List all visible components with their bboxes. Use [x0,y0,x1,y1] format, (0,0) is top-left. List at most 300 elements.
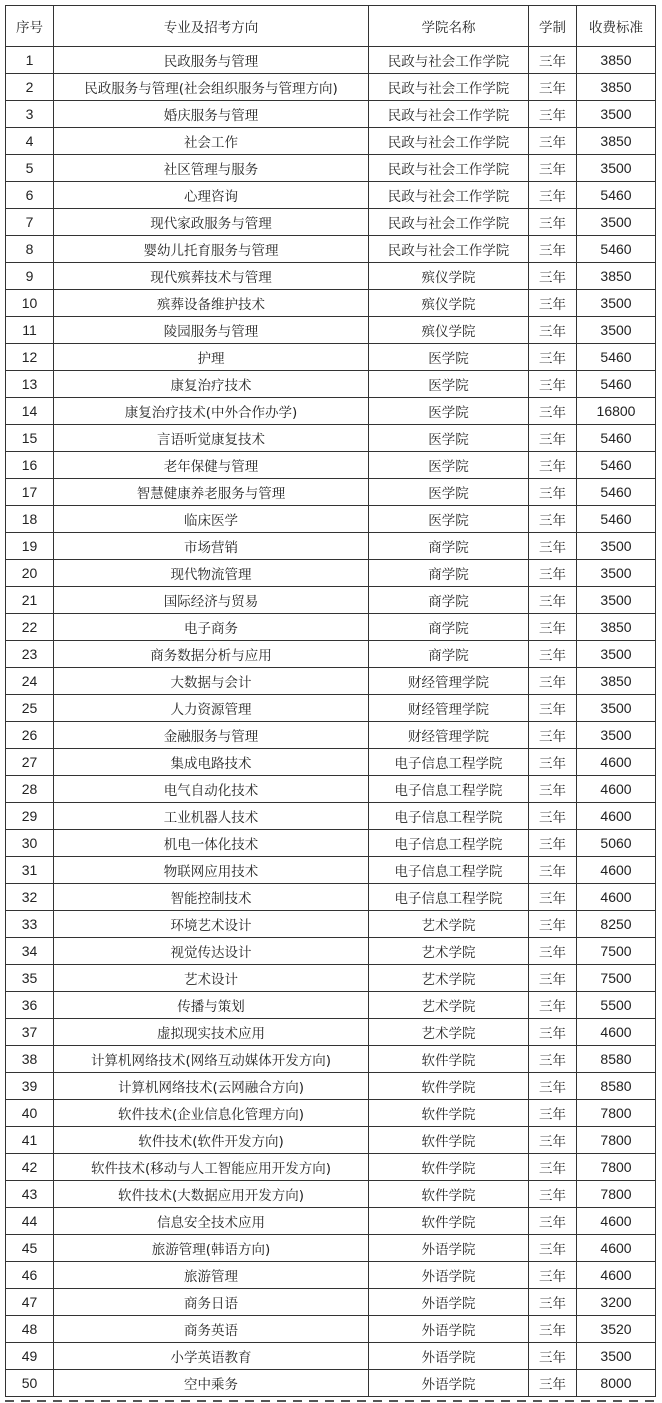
cell-index: 32 [6,884,54,911]
cell-duration: 三年 [529,1235,577,1262]
cell-fee: 7500 [577,938,656,965]
cell-fee: 8580 [577,1073,656,1100]
cell-index: 45 [6,1235,54,1262]
cell-duration: 三年 [529,344,577,371]
cell-index: 16 [6,452,54,479]
cell-major: 言语听觉康复技术 [54,425,369,452]
cell-college: 外语学院 [369,1235,529,1262]
cell-fee: 3850 [577,47,656,74]
table-row [6,1046,656,1073]
cell-duration: 三年 [529,398,577,425]
cell-fee: 5460 [577,479,656,506]
cell-college: 软件学院 [369,1208,529,1235]
cell-college: 民政与社会工作学院 [369,155,529,182]
cell-college: 医学院 [369,398,529,425]
cell-fee: 7800 [577,1154,656,1181]
cell-college: 商学院 [369,560,529,587]
table-row [6,371,656,398]
table-row [6,1316,656,1343]
cell-index: 18 [6,506,54,533]
cell-index: 34 [6,938,54,965]
table-row [6,587,656,614]
cell-fee: 3500 [577,101,656,128]
cell-college: 电子信息工程学院 [369,857,529,884]
cell-fee: 3500 [577,695,656,722]
cell-major: 康复治疗技术(中外合作办学) [54,398,369,425]
cell-major: 环境艺术设计 [54,911,369,938]
cell-duration: 三年 [529,290,577,317]
cell-index: 26 [6,722,54,749]
cell-fee: 3500 [577,290,656,317]
cell-fee: 8250 [577,911,656,938]
cell-major: 大数据与会计 [54,668,369,695]
cell-college: 殡仪学院 [369,263,529,290]
cell-major: 护理 [54,344,369,371]
cell-college: 商学院 [369,587,529,614]
cell-index: 8 [6,236,54,263]
table-row [6,479,656,506]
cell-fee: 3520 [577,1316,656,1343]
cell-duration: 三年 [529,155,577,182]
cell-duration: 三年 [529,992,577,1019]
cell-duration: 三年 [529,1127,577,1154]
cell-fee: 3500 [577,560,656,587]
cell-college: 外语学院 [369,1289,529,1316]
cell-duration: 三年 [529,371,577,398]
cell-duration: 三年 [529,857,577,884]
cell-duration: 三年 [529,560,577,587]
cell-major: 商务日语 [54,1289,369,1316]
cell-major: 老年保健与管理 [54,452,369,479]
cell-fee: 16800 [577,398,656,425]
table-row [6,425,656,452]
table-row [6,911,656,938]
cell-college: 财经管理学院 [369,668,529,695]
cell-major: 工业机器人技术 [54,803,369,830]
cell-index: 36 [6,992,54,1019]
cell-college: 软件学院 [369,1181,529,1208]
cell-index: 2 [6,74,54,101]
cell-fee: 3500 [577,209,656,236]
cell-major: 计算机网络技术(云网融合方向) [54,1073,369,1100]
cell-duration: 三年 [529,452,577,479]
cell-major: 信息安全技术应用 [54,1208,369,1235]
cell-index: 40 [6,1100,54,1127]
cell-college: 软件学院 [369,1100,529,1127]
table-row [6,965,656,992]
cell-major: 康复治疗技术 [54,371,369,398]
cell-college: 民政与社会工作学院 [369,101,529,128]
cell-index: 37 [6,1019,54,1046]
cell-index: 9 [6,263,54,290]
cell-major: 软件技术(大数据应用开发方向) [54,1181,369,1208]
cell-major: 软件技术(企业信息化管理方向) [54,1100,369,1127]
cell-college: 软件学院 [369,1073,529,1100]
cell-index: 47 [6,1289,54,1316]
cell-duration: 三年 [529,182,577,209]
cell-index: 20 [6,560,54,587]
cell-major: 临床医学 [54,506,369,533]
header-index: 序号 [6,6,54,47]
cell-major: 集成电路技术 [54,749,369,776]
cell-duration: 三年 [529,614,577,641]
cell-fee: 7800 [577,1127,656,1154]
cell-major: 计算机网络技术(网络互动媒体开发方向) [54,1046,369,1073]
cell-fee: 4600 [577,803,656,830]
cell-college: 医学院 [369,452,529,479]
cell-college: 民政与社会工作学院 [369,236,529,263]
cell-duration: 三年 [529,1019,577,1046]
cell-fee: 4600 [577,884,656,911]
cell-index: 19 [6,533,54,560]
cell-major: 心理咨询 [54,182,369,209]
cell-major: 民政服务与管理(社会组织服务与管理方向) [54,74,369,101]
cell-fee: 4600 [577,1262,656,1289]
cell-duration: 三年 [529,1181,577,1208]
cell-duration: 三年 [529,830,577,857]
table-header-row [6,6,656,47]
cell-index: 14 [6,398,54,425]
cell-index: 42 [6,1154,54,1181]
cell-index: 46 [6,1262,54,1289]
table-row [6,1262,656,1289]
cell-fee: 3850 [577,263,656,290]
cell-fee: 7500 [577,965,656,992]
table-row [6,1154,656,1181]
header-duration: 学制 [529,6,577,47]
cell-index: 28 [6,776,54,803]
cell-major: 空中乘务 [54,1370,369,1397]
cell-fee: 3500 [577,722,656,749]
cell-college: 商学院 [369,641,529,668]
cell-fee: 5460 [577,371,656,398]
cell-fee: 4600 [577,749,656,776]
cell-college: 殡仪学院 [369,317,529,344]
table-row [6,641,656,668]
cell-major: 电子商务 [54,614,369,641]
table-body [6,47,656,1397]
table-row [6,128,656,155]
cell-fee: 3500 [577,317,656,344]
cell-college: 医学院 [369,344,529,371]
cell-college: 艺术学院 [369,911,529,938]
cell-index: 3 [6,101,54,128]
cell-major: 商务英语 [54,1316,369,1343]
cell-fee: 5460 [577,344,656,371]
cell-fee: 4600 [577,776,656,803]
cell-duration: 三年 [529,236,577,263]
table-row [6,938,656,965]
table-row [6,155,656,182]
cell-college: 医学院 [369,425,529,452]
cell-major: 智慧健康养老服务与管理 [54,479,369,506]
cell-college: 电子信息工程学院 [369,776,529,803]
table-row [6,1289,656,1316]
cell-college: 医学院 [369,479,529,506]
cell-duration: 三年 [529,263,577,290]
cell-college: 殡仪学院 [369,290,529,317]
cell-fee: 3500 [577,587,656,614]
cell-fee: 3850 [577,668,656,695]
cell-duration: 三年 [529,1073,577,1100]
cell-college: 民政与社会工作学院 [369,182,529,209]
table-row [6,749,656,776]
cell-index: 43 [6,1181,54,1208]
cell-college: 艺术学院 [369,992,529,1019]
cell-duration: 三年 [529,1046,577,1073]
cell-fee: 3500 [577,533,656,560]
cell-major: 虚拟现实技术应用 [54,1019,369,1046]
table-row [6,857,656,884]
cell-duration: 三年 [529,938,577,965]
cell-fee: 5460 [577,425,656,452]
table-row [6,884,656,911]
cell-duration: 三年 [529,101,577,128]
cell-college: 医学院 [369,371,529,398]
cell-index: 41 [6,1127,54,1154]
table-row [6,209,656,236]
cell-index: 17 [6,479,54,506]
table-row [6,1073,656,1100]
cell-major: 婴幼儿托育服务与管理 [54,236,369,263]
table-row [6,74,656,101]
table-row [6,317,656,344]
cell-college: 艺术学院 [369,965,529,992]
table-row [6,182,656,209]
cell-index: 27 [6,749,54,776]
cell-college: 软件学院 [369,1127,529,1154]
cell-fee: 5460 [577,506,656,533]
table-row [6,1019,656,1046]
cell-fee: 3500 [577,155,656,182]
cell-index: 11 [6,317,54,344]
table-row [6,992,656,1019]
cell-college: 民政与社会工作学院 [369,47,529,74]
cell-index: 10 [6,290,54,317]
cell-major: 现代物流管理 [54,560,369,587]
cell-index: 5 [6,155,54,182]
cell-fee: 7800 [577,1181,656,1208]
cell-duration: 三年 [529,803,577,830]
cell-duration: 三年 [529,641,577,668]
cell-index: 39 [6,1073,54,1100]
cell-fee: 8000 [577,1370,656,1397]
table-row [6,533,656,560]
cell-major: 殡葬设备维护技术 [54,290,369,317]
cell-index: 30 [6,830,54,857]
cut-off-next-row [5,1400,655,1402]
cell-major: 金融服务与管理 [54,722,369,749]
cell-major: 智能控制技术 [54,884,369,911]
table-row [6,47,656,74]
cell-college: 外语学院 [369,1343,529,1370]
cell-index: 31 [6,857,54,884]
cell-duration: 三年 [529,695,577,722]
cell-index: 29 [6,803,54,830]
cell-duration: 三年 [529,74,577,101]
cell-college: 艺术学院 [369,938,529,965]
cell-fee: 4600 [577,1208,656,1235]
cell-fee: 5460 [577,452,656,479]
cell-duration: 三年 [529,1154,577,1181]
table-row [6,236,656,263]
cell-index: 13 [6,371,54,398]
table-row [6,1343,656,1370]
cell-fee: 4600 [577,1019,656,1046]
fee-table [5,5,656,1397]
cell-fee: 3850 [577,128,656,155]
cell-fee: 4600 [577,857,656,884]
cell-index: 48 [6,1316,54,1343]
cell-major: 电气自动化技术 [54,776,369,803]
table-row [6,452,656,479]
header-major: 专业及招考方向 [54,6,369,47]
cell-fee: 5460 [577,236,656,263]
cell-major: 国际经济与贸易 [54,587,369,614]
cell-duration: 三年 [529,506,577,533]
table-row [6,398,656,425]
table-row [6,263,656,290]
table-row [6,614,656,641]
cell-fee: 5500 [577,992,656,1019]
cell-index: 50 [6,1370,54,1397]
cell-fee: 3500 [577,1343,656,1370]
table-row [6,695,656,722]
cell-duration: 三年 [529,47,577,74]
cell-college: 财经管理学院 [369,722,529,749]
cell-index: 4 [6,128,54,155]
cell-index: 44 [6,1208,54,1235]
cell-duration: 三年 [529,209,577,236]
cell-duration: 三年 [529,668,577,695]
cell-duration: 三年 [529,911,577,938]
cell-duration: 三年 [529,587,577,614]
table-row [6,1181,656,1208]
cell-major: 人力资源管理 [54,695,369,722]
table-row [6,1100,656,1127]
cell-index: 33 [6,911,54,938]
cell-major: 传播与策划 [54,992,369,1019]
cell-fee: 3850 [577,74,656,101]
cell-duration: 三年 [529,317,577,344]
cell-college: 电子信息工程学院 [369,803,529,830]
cell-major: 物联网应用技术 [54,857,369,884]
cell-duration: 三年 [529,1316,577,1343]
table-row [6,560,656,587]
cell-index: 35 [6,965,54,992]
cell-college: 艺术学院 [369,1019,529,1046]
cell-major: 小学英语教育 [54,1343,369,1370]
cell-index: 21 [6,587,54,614]
cell-major: 商务数据分析与应用 [54,641,369,668]
cell-duration: 三年 [529,128,577,155]
cell-major: 现代殡葬技术与管理 [54,263,369,290]
cell-duration: 三年 [529,884,577,911]
cell-college: 电子信息工程学院 [369,749,529,776]
cell-fee: 3850 [577,614,656,641]
table-row [6,290,656,317]
cell-duration: 三年 [529,1289,577,1316]
cell-college: 商学院 [369,614,529,641]
header-college: 学院名称 [369,6,529,47]
cell-index: 49 [6,1343,54,1370]
cell-college: 民政与社会工作学院 [369,74,529,101]
cell-duration: 三年 [529,722,577,749]
cell-index: 23 [6,641,54,668]
cell-major: 婚庆服务与管理 [54,101,369,128]
cell-index: 38 [6,1046,54,1073]
cell-index: 12 [6,344,54,371]
cell-duration: 三年 [529,749,577,776]
cell-major: 现代家政服务与管理 [54,209,369,236]
table-row [6,1235,656,1262]
cell-college: 电子信息工程学院 [369,830,529,857]
cell-duration: 三年 [529,1208,577,1235]
table-row [6,506,656,533]
cell-index: 6 [6,182,54,209]
cell-college: 软件学院 [369,1046,529,1073]
cell-college: 民政与社会工作学院 [369,128,529,155]
cell-college: 电子信息工程学院 [369,884,529,911]
cell-duration: 三年 [529,1100,577,1127]
cell-college: 财经管理学院 [369,695,529,722]
cell-duration: 三年 [529,776,577,803]
cell-major: 软件技术(软件开发方向) [54,1127,369,1154]
cell-duration: 三年 [529,1262,577,1289]
cell-index: 15 [6,425,54,452]
cell-major: 社会工作 [54,128,369,155]
cell-college: 商学院 [369,533,529,560]
cell-major: 民政服务与管理 [54,47,369,74]
cell-college: 医学院 [369,506,529,533]
cell-index: 25 [6,695,54,722]
cell-fee: 3200 [577,1289,656,1316]
cell-college: 外语学院 [369,1316,529,1343]
cell-major: 市场营销 [54,533,369,560]
cell-index: 22 [6,614,54,641]
table-row [6,776,656,803]
cell-fee: 7800 [577,1100,656,1127]
cell-fee: 3500 [577,641,656,668]
cell-college: 外语学院 [369,1370,529,1397]
cell-major: 社区管理与服务 [54,155,369,182]
table-row [6,668,656,695]
cell-duration: 三年 [529,965,577,992]
cell-major: 软件技术(移动与人工智能应用开发方向) [54,1154,369,1181]
table-row [6,101,656,128]
cell-duration: 三年 [529,425,577,452]
cell-major: 旅游管理(韩语方向) [54,1235,369,1262]
cell-index: 7 [6,209,54,236]
table-row [6,1208,656,1235]
cell-college: 民政与社会工作学院 [369,209,529,236]
cell-major: 视觉传达设计 [54,938,369,965]
table-row [6,1370,656,1397]
cell-college: 软件学院 [369,1154,529,1181]
cell-duration: 三年 [529,479,577,506]
table-row [6,1127,656,1154]
cell-duration: 三年 [529,1370,577,1397]
cell-fee: 4600 [577,1235,656,1262]
table-row [6,722,656,749]
table-row [6,830,656,857]
cell-college: 外语学院 [369,1262,529,1289]
cell-fee: 5060 [577,830,656,857]
table-row [6,344,656,371]
header-fee: 收费标准 [577,6,656,47]
cell-major: 旅游管理 [54,1262,369,1289]
cell-major: 艺术设计 [54,965,369,992]
